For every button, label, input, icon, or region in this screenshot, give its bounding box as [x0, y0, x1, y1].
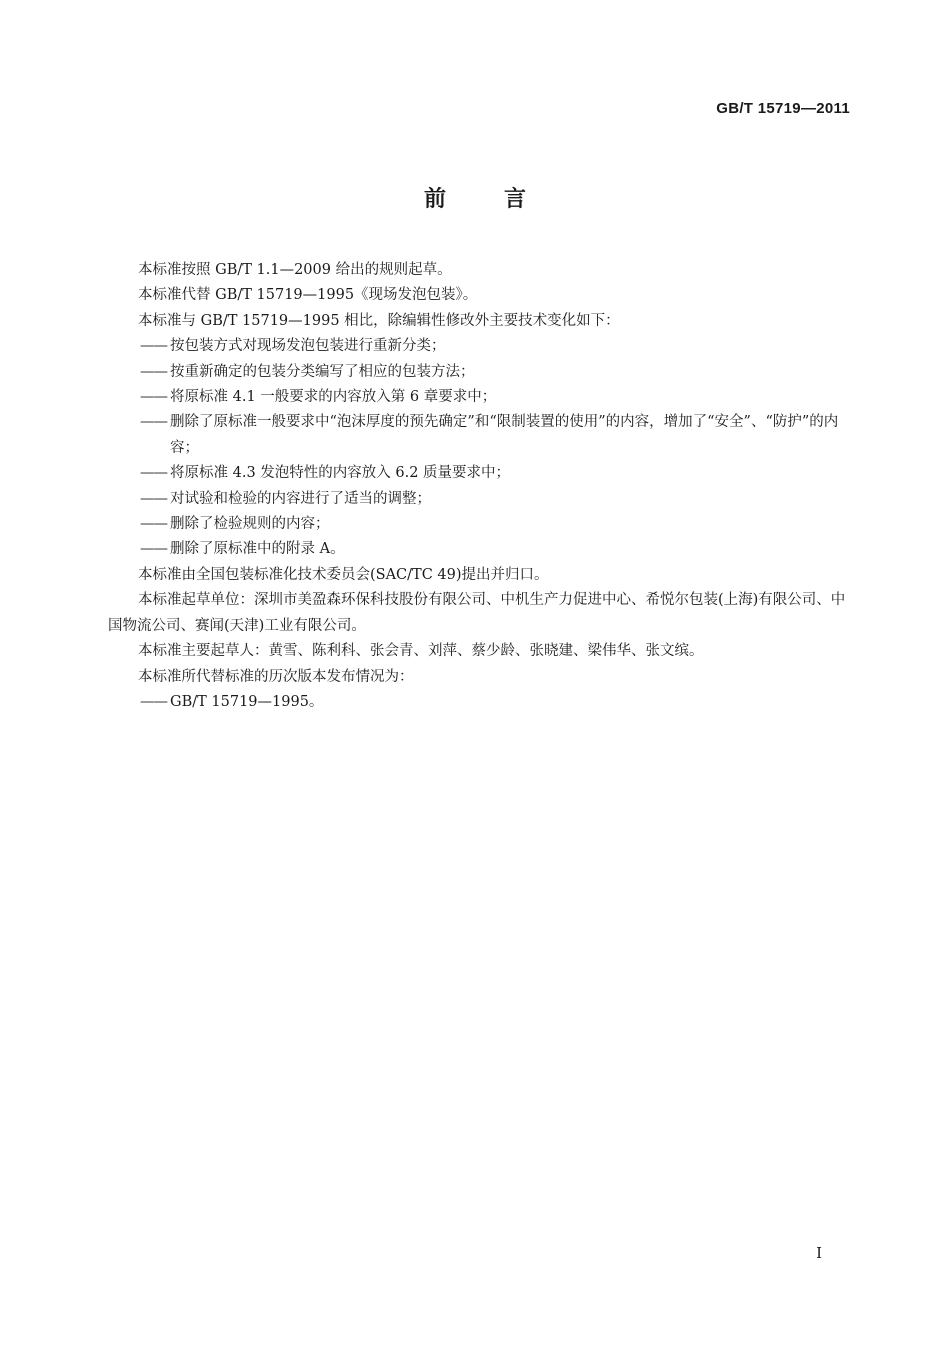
list-item [108, 461, 848, 486]
dash-mark: —— [140, 363, 167, 380]
dash-mark: —— [140, 338, 167, 355]
dash-mark: —— [140, 414, 167, 431]
paragraph-drafting-rule: 本标准按照 GB/T 1.1—2009 给出的规则起草。 [138, 262, 452, 278]
dash-mark: —— [140, 516, 167, 533]
list-item-text: 删除了原标准一般要求中“泡沫厚度的预先确定”和“限制装置的使用”的内容，增加了“安全”、“防护”的内容； [170, 414, 839, 456]
list-item [108, 512, 848, 537]
paragraph-history-intro: 本标准所代替标准的历次版本发布情况为： [138, 668, 414, 685]
list-item-text: 按包装方式对现场发泡包装进行重新分类； [170, 338, 446, 355]
paragraph-committee: 本标准由全国包装标准化技术委员会(SAC/TC 49)提出并归口。 [138, 566, 549, 583]
history-text: GB/T 15719—1995。 [170, 693, 324, 710]
list-item [108, 334, 848, 359]
dash-mark: —— [140, 490, 167, 507]
dash-mark: —— [140, 541, 167, 558]
list-item-text: 将原标准 4.1 一般要求的内容放入第 6 章要求中； [170, 389, 497, 406]
list-item [108, 537, 848, 562]
list-item-text: 对试验和检验的内容进行了适当的调整； [170, 490, 431, 507]
list-item [108, 487, 848, 512]
list-item-history [108, 690, 848, 715]
list-item [108, 410, 848, 461]
document-body [108, 258, 848, 715]
dash-mark: —— [140, 693, 167, 710]
paragraph-replaces: 本标准代替 GB/T 15719—1995《现场发泡包装》。 [138, 287, 478, 304]
list-item [108, 385, 848, 410]
dash-mark: —— [140, 389, 167, 406]
list-item-text: 按重新确定的包装分类编写了相应的包装方法； [170, 363, 475, 380]
paragraph-drafting-units: 本标准起草单位：深圳市美盈森环保科技股份有限公司、中机生产力促进中心、希悦尔包装(上海)有限公司、中国物流公司、赛闻(天津)工业有限公司。 [108, 592, 846, 634]
dash-mark: —— [140, 465, 167, 482]
standard-code: GB/T 15719—2011 [716, 100, 850, 117]
list-item-text: 删除了原标准中的附录 A。 [170, 541, 345, 558]
page-number: I [816, 1244, 822, 1262]
paragraph-drafters: 本标准主要起草人：黄雪、陈利科、张会青、刘萍、蔡少龄、张晓建、梁伟华、张文缤。 [138, 643, 704, 660]
list-item-text: 将原标准 4.3 发泡特性的内容放入 6.2 质量要求中； [170, 465, 511, 482]
paragraph-changes-intro: 本标准与 GB/T 15719—1995 相比，除编辑性修改外主要技术变化如下： [138, 312, 620, 329]
list-item [108, 360, 848, 385]
list-item-text: 删除了检验规则的内容； [170, 516, 330, 533]
page-title: 前言 [423, 187, 584, 212]
